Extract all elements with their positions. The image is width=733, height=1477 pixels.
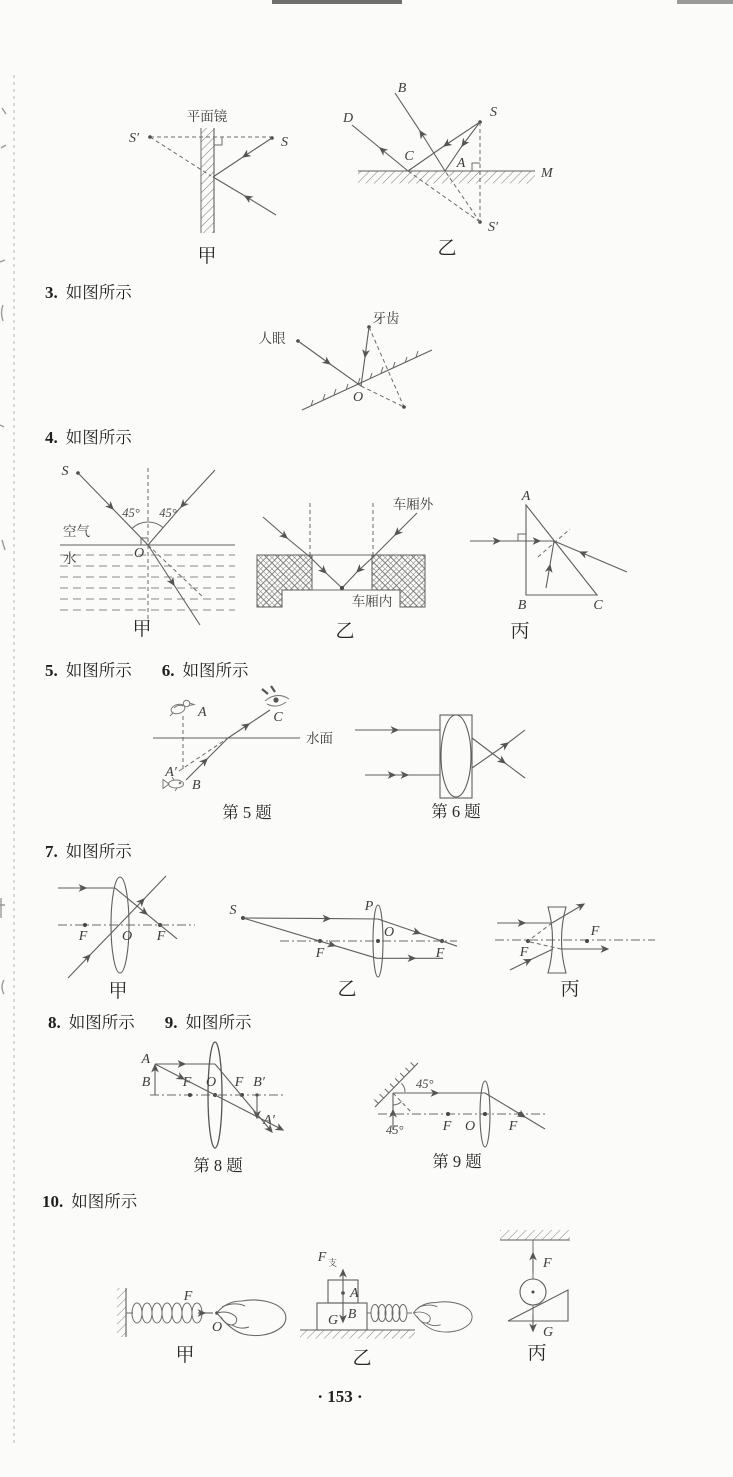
label-b: B bbox=[347, 1307, 357, 1322]
caption-yi: 乙 bbox=[337, 979, 357, 1000]
label-g: G bbox=[543, 1325, 554, 1340]
caption-problem-8: 第 8 题 bbox=[193, 1156, 243, 1175]
diagram-plane-mirror-yi bbox=[335, 78, 565, 268]
normal-dashed-line bbox=[393, 1093, 412, 1113]
label-f-left: F bbox=[315, 946, 325, 961]
label-o: O bbox=[352, 390, 364, 405]
label-angle-top: 45° bbox=[416, 1077, 434, 1091]
light-rays bbox=[470, 541, 627, 588]
diagram-problem-7-bing bbox=[490, 878, 690, 998]
label-water: 水 bbox=[63, 551, 77, 566]
block-b bbox=[317, 1303, 367, 1330]
caption-yi: 乙 bbox=[352, 1348, 372, 1369]
scan-artifact-bar-right bbox=[677, 0, 733, 4]
caption-bing: 丙 bbox=[560, 979, 580, 1000]
hand-sketch bbox=[217, 1300, 286, 1336]
label-water-surface: 水面 bbox=[306, 731, 333, 746]
wall bbox=[117, 1288, 126, 1337]
problem-4-text: 如图所示 bbox=[65, 428, 132, 447]
hand-sketch bbox=[414, 1302, 473, 1332]
diagram-problem-9 bbox=[360, 1040, 590, 1170]
label-human-eye: 人眼 bbox=[258, 331, 286, 346]
ball-center bbox=[532, 1291, 535, 1294]
spring bbox=[126, 1303, 202, 1323]
diagram-problem-10-bing bbox=[480, 1225, 600, 1365]
label-p: P bbox=[364, 899, 374, 914]
label-o: O bbox=[211, 1320, 223, 1335]
problem-5-text: 如图所示 bbox=[65, 661, 132, 680]
label-a: A bbox=[198, 705, 207, 720]
problem-5-number: 5. bbox=[45, 661, 58, 680]
problem-3-number: 3. bbox=[45, 283, 58, 302]
inclined-mirror bbox=[302, 350, 432, 410]
problem-9-text: 如图所示 bbox=[185, 1013, 252, 1032]
light-rays bbox=[243, 918, 457, 958]
page-number: · 153 · bbox=[317, 1387, 363, 1406]
problem-3-text: 如图所示 bbox=[65, 283, 132, 302]
label-b: B bbox=[141, 1075, 151, 1090]
problem-6-number: 6. bbox=[161, 661, 175, 680]
problem-9-number: 9. bbox=[164, 1013, 178, 1032]
label-b: B bbox=[192, 778, 201, 793]
lens-ellipse bbox=[441, 715, 471, 797]
label-c: C bbox=[404, 149, 414, 164]
caption-jia: 甲 bbox=[132, 619, 152, 640]
label-f-left: F bbox=[78, 929, 88, 944]
caption-jia: 甲 bbox=[108, 981, 128, 1002]
optical-center bbox=[483, 1112, 487, 1116]
caption-yi: 乙 bbox=[437, 238, 457, 259]
label-a: A bbox=[350, 1286, 359, 1301]
label-o: O bbox=[121, 929, 133, 944]
problem-10-header bbox=[42, 1193, 137, 1211]
label-o: O bbox=[205, 1075, 217, 1090]
ground bbox=[300, 1330, 415, 1339]
diagram-problem-10-yi bbox=[290, 1245, 475, 1370]
label-f-right: F bbox=[508, 1119, 518, 1134]
label-s: S bbox=[490, 105, 497, 120]
label-c: C bbox=[593, 598, 603, 613]
problem-7-text: 如图所示 bbox=[65, 842, 132, 861]
diagram-problem-4-bing bbox=[460, 485, 690, 640]
problem-5-6-header bbox=[45, 662, 249, 680]
label-c: C bbox=[273, 710, 283, 725]
problem-3-header bbox=[45, 284, 132, 302]
label-f-left: F bbox=[442, 1119, 452, 1134]
caption-problem-9: 第 9 题 bbox=[432, 1152, 482, 1171]
label-f-left: F bbox=[182, 1075, 192, 1090]
label-s: S bbox=[229, 903, 237, 918]
light-rays bbox=[298, 327, 369, 386]
problem-8-text: 如图所示 bbox=[68, 1013, 135, 1032]
label-f: F bbox=[543, 1256, 552, 1271]
bird-sketch bbox=[170, 700, 194, 716]
label-f: F bbox=[183, 1289, 193, 1304]
scan-artifact-bar-left bbox=[272, 0, 402, 4]
problem-8-9-header bbox=[48, 1014, 252, 1032]
label-a-prime: A′ bbox=[263, 1113, 275, 1128]
page-margin-artifacts bbox=[0, 0, 20, 1477]
label-angle-left: 45° bbox=[122, 506, 140, 520]
label-b: B bbox=[397, 81, 407, 96]
label-b-prime: B′ bbox=[253, 1075, 265, 1090]
label-o: O bbox=[383, 925, 395, 940]
prism-triangle bbox=[526, 505, 597, 595]
label-o: O bbox=[464, 1119, 476, 1134]
caption-problem-6: 第 6 题 bbox=[431, 802, 481, 821]
label-g: G bbox=[327, 1313, 339, 1328]
diagram-plane-mirror-jia bbox=[95, 95, 305, 265]
light-rays bbox=[78, 470, 215, 625]
label-angle-bottom: 45° bbox=[386, 1123, 404, 1137]
caption-bing: 丙 bbox=[527, 1343, 547, 1364]
label-m: M bbox=[541, 166, 553, 181]
tilted-mirror bbox=[374, 1063, 418, 1108]
diagram-problem-4-yi bbox=[255, 495, 455, 640]
label-tooth: 牙齿 bbox=[372, 311, 400, 326]
car-wall-blocks bbox=[257, 555, 425, 607]
diagram-problem-8 bbox=[135, 1040, 310, 1175]
label-angle-right: 45° bbox=[159, 506, 177, 520]
eye-sketch bbox=[262, 686, 289, 706]
diagram-problem-5 bbox=[150, 688, 370, 823]
window-glass bbox=[312, 555, 372, 590]
label-d: D bbox=[342, 111, 354, 126]
label-o: O bbox=[133, 546, 145, 561]
diagram-problem-3 bbox=[240, 300, 460, 425]
diagram-problem-6 bbox=[340, 700, 540, 820]
problem-10-text: 如图所示 bbox=[71, 1192, 138, 1211]
focus-left bbox=[83, 923, 87, 927]
diagram-problem-4-jia bbox=[55, 455, 240, 640]
label-a-prime: A′ bbox=[165, 765, 177, 780]
label-f-support-sub: 支 bbox=[328, 1258, 338, 1268]
label-a: A bbox=[521, 489, 531, 504]
caption-bing: 丙 bbox=[510, 621, 530, 642]
label-inside-car: 车厢内 bbox=[351, 594, 393, 609]
label-f-right: F bbox=[590, 924, 600, 939]
label-s-prime: S′ bbox=[488, 220, 499, 235]
angle-arc-bottom bbox=[393, 1102, 402, 1106]
right-angle-mark bbox=[214, 137, 222, 145]
caption-problem-5: 第 5 题 bbox=[222, 803, 272, 822]
focus-right bbox=[585, 939, 589, 943]
focus-left bbox=[188, 1093, 192, 1097]
optical-center bbox=[376, 939, 380, 943]
problem-8-number: 8. bbox=[48, 1013, 61, 1032]
light-rays bbox=[58, 876, 177, 978]
label-f-left: F bbox=[519, 945, 529, 960]
label-air: 空气 bbox=[63, 524, 90, 539]
problem-4-header bbox=[45, 429, 132, 447]
focus-left bbox=[446, 1112, 450, 1116]
label-f-right: F bbox=[156, 929, 166, 944]
problem-7-number: 7. bbox=[45, 842, 58, 861]
light-rays bbox=[179, 710, 270, 780]
problem-7-header bbox=[45, 843, 132, 861]
label-a: A bbox=[141, 1052, 150, 1067]
problem-10-number: 10. bbox=[42, 1192, 64, 1211]
label-s-prime: S′ bbox=[128, 131, 139, 146]
ceiling bbox=[500, 1230, 570, 1240]
label-b: B bbox=[517, 598, 527, 613]
diagram-problem-10-jia bbox=[110, 1280, 295, 1368]
label-f-support: F bbox=[317, 1250, 327, 1265]
label-a: A bbox=[456, 156, 466, 171]
caption-jia: 甲 bbox=[175, 1345, 195, 1366]
angle-arc-top bbox=[401, 1083, 405, 1092]
plane-mirror-label: 平面镜 bbox=[186, 109, 228, 124]
right-angle-mark bbox=[518, 534, 526, 541]
label-s: S bbox=[61, 464, 69, 479]
label-s: S bbox=[281, 135, 288, 150]
problem-4-number: 4. bbox=[45, 428, 58, 447]
spring bbox=[367, 1305, 412, 1322]
label-f-right: F bbox=[435, 946, 445, 961]
mirror-bar bbox=[201, 128, 214, 233]
caption-jia: 甲 bbox=[197, 246, 217, 267]
diagram-problem-7-yi bbox=[225, 880, 465, 998]
problem-6-text: 如图所示 bbox=[182, 661, 249, 680]
right-angle-mark bbox=[472, 163, 480, 171]
label-f-right: F bbox=[234, 1075, 244, 1090]
label-outside-car: 车厢外 bbox=[392, 497, 434, 512]
diagram-problem-7-jia bbox=[50, 870, 210, 1000]
caption-yi: 乙 bbox=[335, 621, 355, 642]
